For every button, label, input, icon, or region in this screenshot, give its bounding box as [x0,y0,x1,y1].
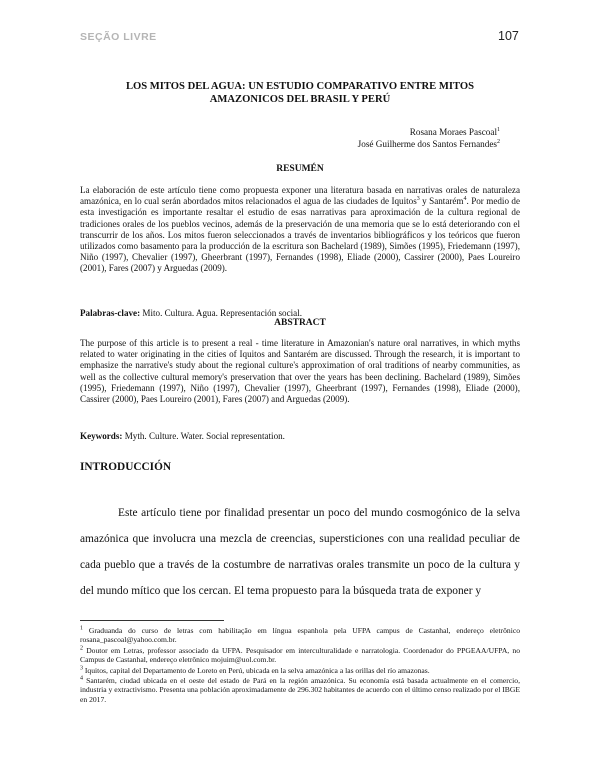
footnote-1 [80,626,520,645]
footnote-divider [80,620,224,621]
author-block [358,126,500,150]
keywords-label: Palabras-clave: [80,308,141,318]
keywords-label: Keywords: [80,431,123,441]
footnote-text: Iquitos, capital del Departamento de Loreto en Perú, ubicada en la selva amazónica a las orillas del río amazonas. [83,665,430,675]
author-2 [358,138,500,150]
footnote-text: Doutor em Letras, professor associado da UFPA. Pesquisador em interculturalidade e narratologia. Coordenador do PPGEAA/UFPA, no Campus de Castanhal, endereço eletrônico mojuim@uol.com.br. [80,645,520,665]
footnote-mark: 3 [416,196,420,203]
author-name: Rosana Moraes Pascoal [409,127,497,137]
abstract-heading: ABSTRACT [274,318,326,328]
keywords-list: Myth. Culture. Water. Social representation. [122,431,285,441]
title-line-1: LOS MITOS DEL AGUA: UN ESTUDIO COMPARATIVO ENTRE MITOS [125,81,475,92]
resumen-text [80,185,520,275]
keywords-list: Mito. Cultura. Agua. Representación social. [140,308,302,318]
footnote-mark: 4 [80,675,83,682]
resumen-text-part-a: La elaboración de este artículo tiene como propuesta exponer una literatura basada en narrativas orales de naturaleza amazónica, en lo cual serán abordados mitos relacionados el agua de las ciudades de Iquitos [80,185,520,207]
author-1 [358,126,500,138]
author-name: José Guilherme dos Santos Fernandes [357,139,497,149]
footnote-4 [80,676,520,704]
page-number: 107 [498,29,519,43]
footnote-text: Graduanda do curso de letras com habilitação em língua espanhola pela UFPA campus de Castanhal, endereço eletrônico rosana_pascoal@yahoo.com.br. [80,626,520,645]
footnote-mark: 1 [497,126,500,133]
footnote-mark: 3 [80,665,83,672]
footnotes [80,626,520,705]
resumen-text-part-b: y Santarém [419,196,464,207]
footnote-mark: 2 [80,645,83,652]
introduccion-text: Este artículo tiene por finalidad presentar un poco del mundo cosmogónico de la selva amazónica que involucra una mezcla de creencias, supersticiones con una realidad peculiar de cada pueblo que a través de la costumbre de narrativas orales transmite un poco de la cultura y del mundo mítico que los cercan. El tema propuesto para la búsqueda trata de exponer y [80,507,520,597]
footnote-3 [80,666,520,675]
footnote-mark: 1 [80,625,83,632]
resumen-heading: RESUMÉN [276,164,324,174]
abstract-keywords [80,431,520,442]
footnote-text: Santarém, ciudad ubicada en el oeste del estado de Pará en la región amazónica. Su economía está basada actualmente en el comercio, industria y extractivismo. Presenta una población aproximadamente de 296.302 habitantes de acuerdo con el último censo realizado por el IBGE en 2017. [80,676,520,704]
section-label: SEÇÃO LIVRE [80,31,157,43]
resumen-text-part-c: . Por medio de esta investigación es importante resaltar el estudio de esas narrativas para aproximación de la cultura regional de tradiciones orales de los pueblos vecinos, además de la preservación de una memoria que se lo está deteriorando con el transcurrir de los años. Los mitos fueron seleccionados a través de inventarios bibliográficos y los teóricos que fueron utilizados como basamento para la producción de la escritura son Bachelard (1989), Simões (1995), Friedemann (1997), Niño (1997), Chevalier (1997), Gheerbrant (1997), Fernandes (1998), Eliade (2000), Cassirer (2000), Paes Loureiro (2001), Fares (2007) y Arguedas (2009). [80,196,521,274]
footnote-2 [80,646,520,665]
abstract-text: The purpose of this article is to present a real - time literature in Amazonian's nature oral narratives, in which myths related to water originating in the cities of Iquitos and Santarém are discussed. Through the research, it is important to emphasize the narrative's study about the regional culture's approximation of oral traditions of nearby communities, as well as the collective cultural memory's preservation that over the years has been declining. Bachelard (1989), Simões (1995), Friedemann (1997), Niño (1997), Chevalier (1997), Gheerbrant (1997), Fernandes (1998), Eliade (2000), Cassirer (2000), Paes Loureiro (2001), Fares (2007) and Arguedas (2009). [80,338,520,405]
introduccion-heading: INTRODUCCIÓN [80,461,172,473]
title-line-2: AMAZONICOS DEL BRASIL Y PERÚ [209,94,391,105]
article-title [80,80,520,106]
footnote-mark: 4 [463,196,467,203]
footnote-mark: 2 [497,138,500,145]
